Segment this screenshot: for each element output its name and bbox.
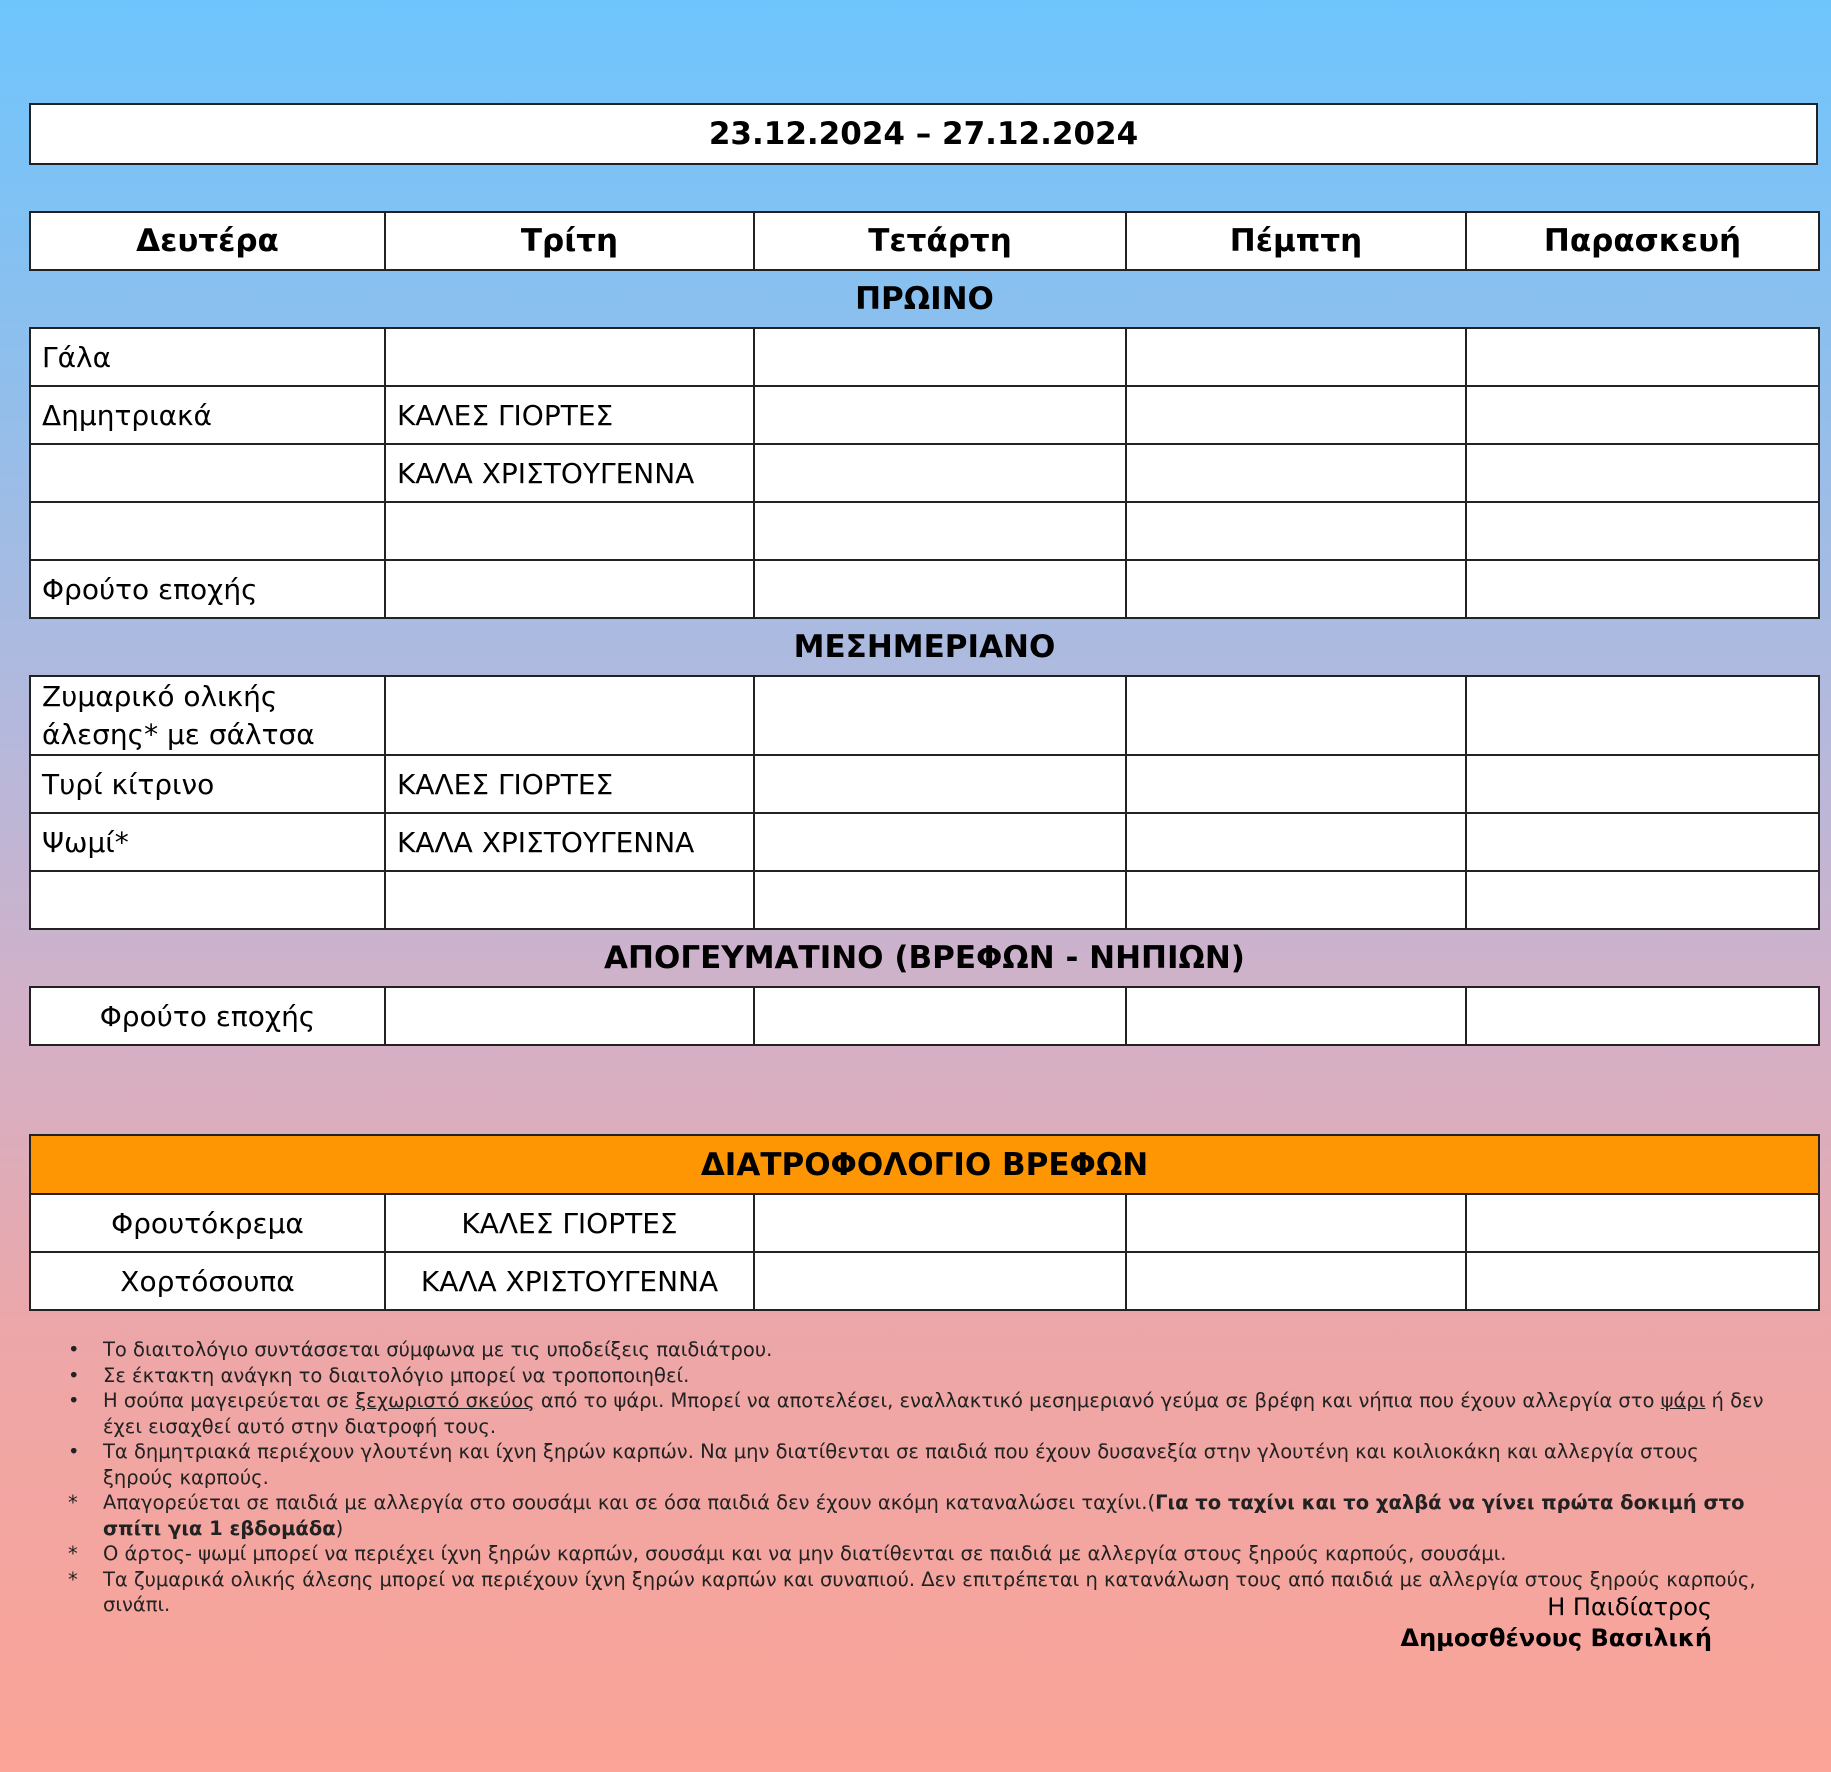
table-cell bbox=[754, 444, 1126, 502]
table-row bbox=[30, 328, 1819, 386]
note-text: Τα δημητριακά περιέχουν γλουτένη και ίχνη ξηρών καρπών. Να μην διατίθενται σε παιδιά που έχουν δυσανεξία στην γλουτένη και κοιλιοκάκη και αλλεργία στους ξηρούς καρπούς. bbox=[103, 1440, 1699, 1489]
table-cell bbox=[1466, 871, 1819, 929]
section-title-breakfast: ΠΡΩΙΝΟ bbox=[855, 281, 994, 317]
table-cell bbox=[1126, 676, 1466, 755]
section-title-infant: ΔΙΑΤΡΟΦΟΛΟΓΙΟ ΒΡΕΦΩΝ bbox=[30, 1135, 1819, 1194]
table-cell bbox=[1126, 1252, 1466, 1310]
infant-menu-table bbox=[29, 1134, 1820, 1311]
table-cell bbox=[1126, 871, 1466, 929]
table-cell bbox=[754, 560, 1126, 618]
table-cell bbox=[754, 987, 1126, 1045]
asterisk-icon: * bbox=[68, 1567, 78, 1591]
table-cell: Φρούτο εποχής bbox=[30, 987, 385, 1045]
note-text: Απαγορεύεται σε παιδιά με αλλεργία στο σουσάμι και σε όσα παιδιά δεν έχουν ακόμη καταναλώσει ταχίνι.( bbox=[103, 1491, 1156, 1514]
table-row bbox=[30, 386, 1819, 444]
day-header-monday: Δευτέρα bbox=[30, 212, 385, 270]
table-cell bbox=[30, 871, 385, 929]
bullet-icon: • bbox=[68, 1440, 80, 1463]
table-cell bbox=[30, 444, 385, 502]
table-row bbox=[30, 871, 1819, 929]
note-item bbox=[60, 1567, 1774, 1618]
table-cell bbox=[385, 328, 754, 386]
table-cell: Δημητριακά bbox=[30, 386, 385, 444]
table-cell bbox=[1126, 1194, 1466, 1252]
note-text: Η σούπα μαγειρεύεται σε bbox=[103, 1389, 356, 1412]
table-cell bbox=[1126, 386, 1466, 444]
table-cell bbox=[754, 871, 1126, 929]
table-row bbox=[30, 987, 1819, 1045]
table-cell bbox=[1126, 560, 1466, 618]
table-cell bbox=[754, 386, 1126, 444]
bullet-icon: • bbox=[68, 1363, 80, 1387]
table-cell bbox=[385, 560, 754, 618]
note-item bbox=[60, 1388, 1774, 1439]
table-cell: Τυρί κίτρινο bbox=[30, 755, 385, 813]
table-row bbox=[30, 1194, 1819, 1252]
note-text: από το ψάρι. Μπορεί να αποτελέσει, εναλλακτικό μεσημεριανό γεύμα σε βρέφη και νήπια που έχουν αλλεργία στο bbox=[534, 1389, 1661, 1412]
table-cell bbox=[1466, 386, 1819, 444]
note-item bbox=[60, 1439, 1774, 1490]
table-cell bbox=[1466, 987, 1819, 1045]
table-cell bbox=[1466, 1252, 1819, 1310]
table-cell bbox=[1466, 444, 1819, 502]
table-cell bbox=[1126, 755, 1466, 813]
note-item bbox=[60, 1363, 1774, 1389]
table-cell bbox=[1126, 502, 1466, 560]
note-text: Το διαιτολόγιο συντάσσεται σύμφωνα με τις υποδείξεις παιδιάτρου. bbox=[103, 1338, 773, 1361]
day-header-tuesday: Τρίτη bbox=[385, 212, 754, 270]
table-cell bbox=[1466, 676, 1819, 755]
note-item bbox=[60, 1541, 1774, 1567]
asterisk-icon: * bbox=[68, 1542, 78, 1565]
table-cell: Φρουτόκρεμα bbox=[30, 1194, 385, 1252]
table-row bbox=[30, 676, 1819, 755]
table-cell bbox=[385, 871, 754, 929]
signature-name: Δημοσθένους Βασιλική bbox=[1400, 1624, 1712, 1652]
table-cell bbox=[1466, 328, 1819, 386]
notes-list bbox=[60, 1337, 1774, 1618]
day-header-thursday: Πέμπτη bbox=[1126, 212, 1466, 270]
table-cell: ΚΑΛΕΣ ΓΙΟΡΤΕΣ bbox=[385, 755, 754, 813]
table-cell bbox=[30, 502, 385, 560]
table-cell: Ζυμαρικό ολικής άλεσης* με σάλτσα bbox=[30, 676, 385, 755]
table-cell bbox=[754, 328, 1126, 386]
day-header-row bbox=[30, 212, 1819, 270]
table-cell: ΚΑΛΑ ΧΡΙΣΤΟΥΓΕΝΝΑ bbox=[385, 813, 754, 871]
table-cell bbox=[1126, 987, 1466, 1045]
table-cell bbox=[1466, 755, 1819, 813]
table-row bbox=[30, 755, 1819, 813]
table-cell: Γάλα bbox=[30, 328, 385, 386]
table-row bbox=[30, 1252, 1819, 1310]
table-cell: ΚΑΛΕΣ ΓΙΟΡΤΕΣ bbox=[385, 1194, 754, 1252]
table-cell bbox=[1126, 813, 1466, 871]
table-cell bbox=[754, 502, 1126, 560]
day-header-friday: Παρασκευή bbox=[1466, 212, 1819, 270]
table-cell: ΚΑΛΑ ΧΡΙΣΤΟΥΓΕΝΝΑ bbox=[385, 1252, 754, 1310]
note-item bbox=[60, 1337, 1774, 1363]
table-row bbox=[30, 502, 1819, 560]
day-header-wednesday: Τετάρτη bbox=[754, 212, 1126, 270]
table-cell bbox=[1466, 560, 1819, 618]
table-row bbox=[30, 560, 1819, 618]
section-title-lunch: ΜΕΣΗΜΕΡΙΑΝΟ bbox=[793, 629, 1056, 665]
table-cell bbox=[1466, 502, 1819, 560]
bullet-icon: • bbox=[68, 1338, 80, 1361]
table-row bbox=[30, 444, 1819, 502]
note-text: ) bbox=[335, 1516, 344, 1540]
note-bold: Για το ταχίνι και το χαλβά να γίνει πρώτα δοκιμή στο σπίτι για 1 εβδομάδα bbox=[103, 1491, 1745, 1540]
table-cell: Ψωμί* bbox=[30, 813, 385, 871]
note-underline: ξεχωριστό σκεύος bbox=[355, 1389, 535, 1412]
table-cell: Χορτόσουπα bbox=[30, 1252, 385, 1310]
table-cell: ΚΑΛΕΣ ΓΙΟΡΤΕΣ bbox=[385, 386, 754, 444]
section-title-afternoon: ΑΠΟΓΕΥΜΑΤΙΝΟ (ΒΡΕΦΩΝ - ΝΗΠΙΩΝ) bbox=[604, 940, 1245, 976]
bullet-icon: • bbox=[68, 1389, 80, 1412]
table-cell bbox=[1466, 1194, 1819, 1252]
note-text: Ο άρτος- ψωμί μπορεί να περιέχει ίχνη ξηρών καρπών, σουσάμι και να μην διατίθενται σε παιδιά με αλλεργία στους ξηρούς καρπούς, σουσάμι. bbox=[103, 1542, 1507, 1565]
note-text: ή δεν έχει εισαχθεί αυτό στην διατροφή τους. bbox=[103, 1389, 1764, 1438]
table-cell bbox=[1126, 444, 1466, 502]
note-text: Σε έκτακτη ανάγκη το διαιτολόγιο μπορεί να τροποποιηθεί. bbox=[103, 1363, 690, 1387]
table-cell bbox=[754, 1252, 1126, 1310]
table-cell: Φρούτο εποχής bbox=[30, 560, 385, 618]
note-item bbox=[60, 1490, 1774, 1541]
note-text: Τα ζυμαρικά ολικής άλεσης μπορεί να περιέχουν ίχνη ξηρών καρπών και συναπιού. Δεν επιτρέπεται η κατανάλωση τους από παιδιά με αλλεργία στους ξηρούς καρπούς, σινάπι. bbox=[103, 1567, 1756, 1616]
table-cell bbox=[385, 676, 754, 755]
date-range: 23.12.2024 – 27.12.2024 bbox=[29, 103, 1818, 165]
table-cell bbox=[1126, 328, 1466, 386]
table-cell bbox=[754, 1194, 1126, 1252]
table-cell bbox=[754, 813, 1126, 871]
asterisk-icon: * bbox=[68, 1491, 78, 1514]
table-cell bbox=[754, 755, 1126, 813]
table-cell bbox=[1466, 813, 1819, 871]
weekly-menu-table bbox=[29, 211, 1820, 1046]
table-row bbox=[30, 813, 1819, 871]
signature-role: Η Παιδίατρος bbox=[1547, 1593, 1712, 1621]
note-underline: ψάρι bbox=[1660, 1389, 1706, 1412]
table-cell bbox=[385, 987, 754, 1045]
table-cell bbox=[385, 502, 754, 560]
table-cell bbox=[754, 676, 1126, 755]
table-cell: ΚΑΛΑ ΧΡΙΣΤΟΥΓΕΝΝΑ bbox=[385, 444, 754, 502]
